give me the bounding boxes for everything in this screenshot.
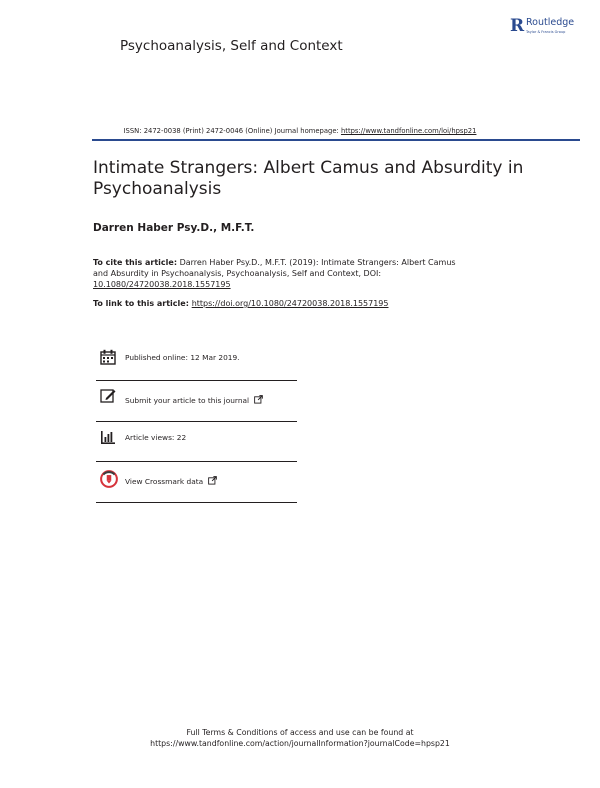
submit-link[interactable] (125, 395, 263, 405)
calendar-icon (100, 349, 116, 365)
logo-brand: Routledge (526, 17, 575, 28)
article-title-line-2: Psychoanalysis (93, 179, 222, 199)
crossmark-row[interactable] (96, 470, 296, 510)
external-link-icon (208, 476, 217, 485)
crossmark-link[interactable] (125, 476, 217, 486)
cite-text: Darren Haber Psy.D., M.F.T. (2019): Intimate Strangers: Albert Camus and Absurdity in Psychoanalysis, Psychoanalysis, Self and Context, DOI: (93, 258, 456, 278)
crossmark-icon (100, 470, 118, 488)
footer (0, 727, 600, 749)
views-text: Article views: 22 (125, 433, 187, 442)
divider (96, 502, 297, 503)
divider (96, 380, 297, 381)
footer-terms-link[interactable]: https://www.tandfonline.com/action/journalInformation?journalCode=hpsp21 (150, 739, 450, 748)
external-link-icon (254, 395, 263, 404)
crossmark-text: View Crossmark data (125, 477, 204, 486)
edit-icon (100, 388, 116, 404)
issn-line (0, 127, 600, 135)
bar-chart-icon (100, 429, 116, 445)
divider (96, 461, 297, 462)
logo-tagline: Taylor & Francis Group (526, 30, 566, 34)
cite-label: To cite this article: (93, 258, 178, 267)
issn-text: ISSN: 2472-0038 (Print) 2472-0046 (Online) Journal homepage: (123, 127, 341, 135)
divider (96, 421, 297, 422)
published-row (96, 349, 296, 389)
link-block (93, 298, 463, 309)
authors: Darren Haber Psy.D., M.F.T. (93, 222, 255, 234)
submit-text: Submit your article to this journal (125, 396, 250, 405)
header-rule (92, 139, 580, 141)
routledge-r-icon: R (510, 16, 525, 36)
views-row (96, 429, 296, 469)
article-title (93, 158, 553, 200)
published-text: Published online: 12 Mar 2019. (125, 353, 240, 362)
link-label: To link to this article: (93, 299, 192, 308)
routledge-logo (510, 14, 590, 44)
journal-title: Psychoanalysis, Self and Context (120, 38, 343, 54)
submit-row[interactable] (96, 388, 296, 428)
article-title-line-1: Intimate Strangers: Albert Camus and Absurdity in (93, 158, 524, 178)
citation-block (93, 257, 463, 290)
article-link[interactable]: https://doi.org/10.1080/24720038.2018.1557195 (191, 299, 389, 308)
footer-line-1: Full Terms & Conditions of access and use can be found at (186, 728, 414, 737)
doi-link[interactable]: 10.1080/24720038.2018.1557195 (93, 280, 231, 289)
journal-homepage-link[interactable]: https://www.tandfonline.com/loi/hpsp21 (340, 127, 477, 135)
